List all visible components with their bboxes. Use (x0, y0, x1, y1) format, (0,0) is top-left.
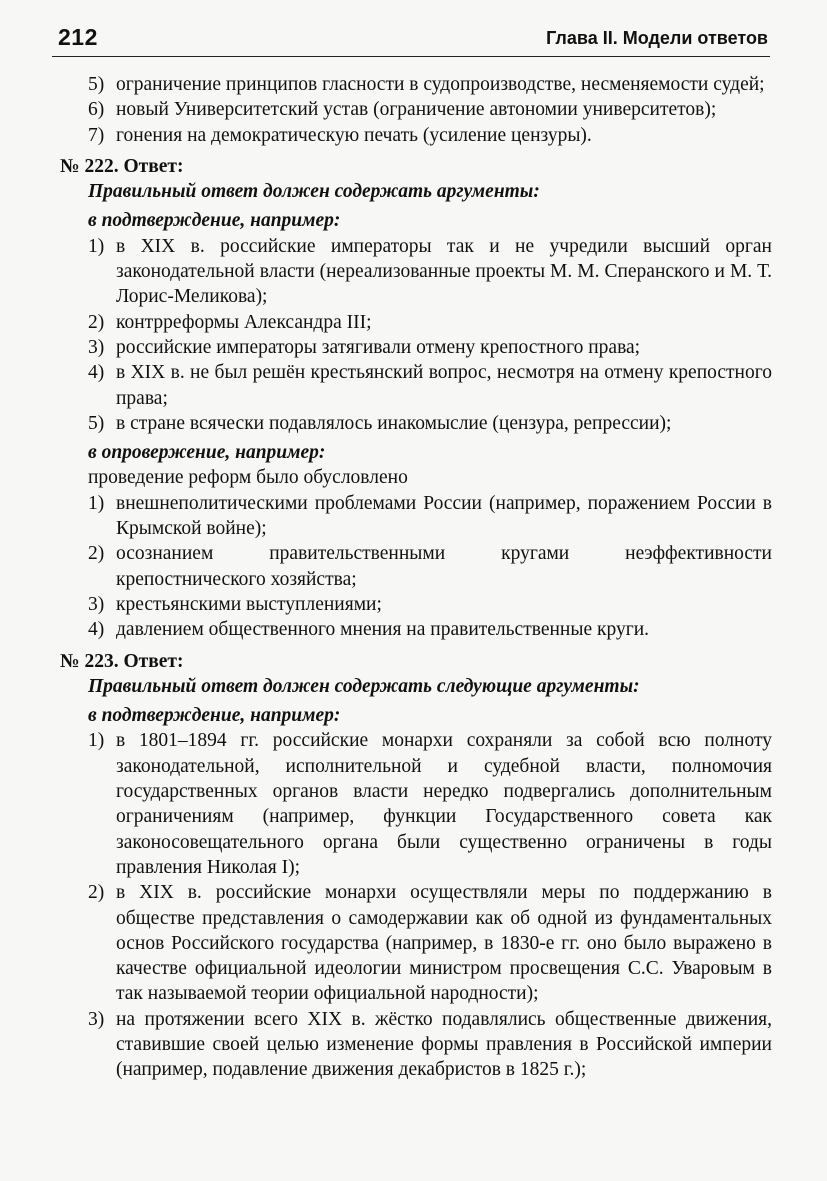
list-item (60, 491, 772, 542)
list-item (60, 97, 772, 122)
list-item (60, 541, 772, 592)
page-content (60, 72, 772, 1083)
list-item (60, 310, 772, 335)
item-text: давлением общественного мнения на правительственные круги. (116, 619, 650, 641)
item-text: на протяжении всего XIX в. жёстко подавлялись общественные движения, ставившие своей целью изменение формы правления в Российской империи (например, подавление движения декабристов в 1825 г.); (116, 1008, 772, 1081)
item-text: внешнеполитическими проблемами России (например, поражением России в Крымской войне); (116, 492, 772, 540)
list-item (60, 335, 772, 360)
item-number: 4) (88, 362, 105, 384)
answer-intro-222: Правильный ответ должен содержать аргументы: (88, 181, 540, 203)
chapter-title: Глава II. Модели ответов (546, 28, 768, 48)
item-text: в XIX в. российские императоры так и не учредили высший орган законодательной власти (нереализованные проекты М. М. Сперанского и М. Т. Лорис-Меликова); (116, 235, 772, 308)
item-text: контрреформы Александра III; (116, 311, 372, 333)
item-number: 1) (88, 235, 105, 257)
item-text: российские императоры затягивали отмену крепостного права; (116, 336, 641, 358)
page-header (52, 22, 770, 57)
con-label-222: в опровержение, например: (88, 442, 326, 464)
item-number: 1) (88, 730, 105, 752)
list-item (60, 1007, 772, 1083)
pro-label-222: в подтверждение, например: (88, 210, 341, 232)
list-item (60, 234, 772, 310)
pro-label-223: в подтверждение, например: (88, 705, 341, 727)
list-item (60, 728, 772, 880)
page-number: 212 (58, 24, 98, 50)
item-number: 2) (88, 882, 105, 904)
item-text: ограничение принципов гласности в судопроизводстве, несменяемости судей; (116, 74, 765, 95)
item-text: в 1801–1894 гг. российские монархи сохраняли за собой всю полноту законодательной, исполнительной и судебной власти, полномочия государственных органов власти нередко подвергались дополнительным ограничениям (например, функции Государственного совета как законосовещательного органа были существенно ограничены в годы правления Николая I); (116, 730, 772, 878)
item-number: 6) (88, 99, 105, 121)
item-text: осознанием правительственными кругами неэффективности крепостнического хозяйства; (116, 543, 772, 590)
item-number: 1) (88, 492, 105, 514)
item-number: 3) (88, 1008, 105, 1030)
item-text: в XIX в. российские монархи осуществляли меры по поддержанию в обществе представления о самодержавии как об одной из фундаментальных основ Российского государства (например, в 1830-е гг. оно было выражено в качестве официальной идеологии министром просвещения С.С. Уваровым в так называемой теории официальной народности); (116, 882, 772, 1005)
list-item (60, 123, 772, 148)
item-text: гонения на демократическую печать (усиление цензуры). (116, 124, 592, 146)
item-text: новый Университетский устав (ограничение автономии университетов); (116, 99, 717, 121)
item-text: в стране всячески подавлялось инакомыслие (цензура, репрессии); (116, 412, 672, 434)
item-number: 2) (88, 543, 105, 565)
item-text: в XIX в. не был решён крестьянский вопрос, несмотря на отмену крепостного права; (116, 362, 772, 409)
list-item (60, 411, 772, 436)
item-number: 3) (88, 336, 105, 358)
list-item (60, 592, 772, 617)
list-item (60, 880, 772, 1006)
con-intro-222: проведение реформ было обусловлено (88, 467, 408, 489)
item-number: 7) (88, 124, 105, 146)
item-number: 4) (88, 619, 105, 641)
item-number: 3) (88, 593, 105, 615)
answer-intro-223: Правильный ответ должен содержать следующие аргументы: (88, 675, 640, 697)
item-text: крестьянскими выступлениями; (116, 593, 382, 615)
list-item (60, 360, 772, 411)
answer-heading-223: № 223. Ответ: (60, 650, 184, 672)
answer-heading-222: № 222. Ответ: (60, 155, 184, 177)
item-number: 5) (88, 412, 105, 434)
list-item (60, 617, 772, 642)
item-number: 5) (88, 74, 105, 95)
list-item (60, 72, 772, 97)
item-number: 2) (88, 311, 105, 333)
